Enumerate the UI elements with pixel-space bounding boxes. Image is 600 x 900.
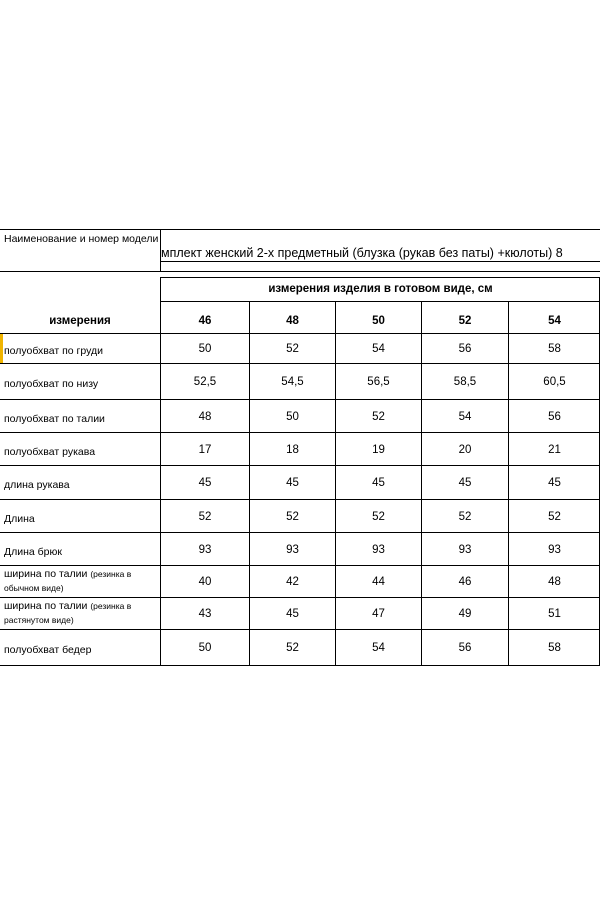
table-cell: 45 (458, 477, 472, 489)
table-cell: 45 (198, 477, 212, 489)
table-cell: 58,5 (453, 376, 477, 388)
size-header-cell: 46 (198, 315, 212, 327)
table-cell: 47 (372, 608, 385, 620)
grid-line (0, 271, 600, 272)
grid-line (0, 229, 600, 230)
grid-line (161, 277, 600, 278)
table-cell: 93 (198, 543, 212, 556)
measurement-label: полуобхват по низу (4, 378, 99, 390)
size-chart-sheet (0, 229, 600, 669)
measurements-row-header: измерения (49, 315, 111, 327)
grid-line (160, 277, 161, 665)
table-cell: 52 (372, 410, 385, 423)
grid-line (0, 399, 600, 400)
measurement-label-note: (резинка в обычном виде) (4, 569, 132, 593)
table-cell: 48 (198, 410, 212, 423)
table-cell: 52 (548, 510, 561, 523)
table-cell: 93 (458, 543, 472, 556)
table-cell: 56 (458, 343, 472, 355)
table-cell: 40 (198, 576, 212, 588)
measurement-label-note: (резинка в растянутом виде) (4, 601, 132, 625)
table-cell: 50 (198, 642, 212, 654)
table-cell: 51 (548, 608, 561, 620)
measurement-label (0, 565, 160, 597)
table-cell: 20 (458, 443, 472, 456)
table-cell: 52 (372, 510, 385, 523)
grid-line (335, 301, 336, 665)
measurement-label: полуобхват по груди (4, 345, 103, 357)
table-cell: 45 (548, 477, 561, 489)
measurement-label: полуобхват по талии (4, 412, 105, 425)
grid-line (0, 432, 600, 433)
model-name-value: мплект женский 2-х предметный (блузка (рукав без паты) +кюлоты) 8 (161, 246, 563, 260)
table-cell: 54 (458, 410, 472, 423)
table-cell: 49 (458, 608, 472, 620)
table-cell: 58 (548, 642, 561, 654)
grid-line (508, 301, 509, 665)
measurement-label: полуобхват бедер (4, 644, 92, 656)
measurements-group-title: измерения изделия в готовом виде, см (268, 283, 493, 295)
measurement-label: Длина брюк (4, 545, 62, 558)
table-cell: 52,5 (193, 376, 217, 388)
grid-line (0, 363, 600, 364)
table-cell: 48 (548, 576, 561, 588)
grid-line (161, 301, 600, 302)
table-cell: 44 (372, 576, 385, 588)
table-cell: 19 (372, 443, 385, 456)
grid-line (421, 301, 422, 665)
table-cell: 52 (286, 642, 299, 654)
measurement-label-text: ширина по талии (4, 568, 88, 580)
table-cell: 17 (198, 443, 212, 456)
size-header-cell: 50 (372, 315, 385, 327)
table-cell: 93 (372, 543, 385, 556)
table-cell: 43 (198, 608, 212, 620)
measurement-label: Длина (4, 512, 35, 525)
table-cell: 60,5 (543, 376, 566, 388)
grid-line (0, 665, 600, 666)
size-header-cell: 48 (286, 315, 299, 327)
grid-line (0, 597, 600, 598)
grid-line (0, 499, 600, 500)
table-cell: 45 (372, 477, 385, 489)
size-header-cell: 54 (548, 315, 561, 327)
grid-line (249, 301, 250, 665)
table-cell: 56 (548, 410, 561, 423)
model-name-label: Наименование и номер модели (4, 233, 159, 245)
measurement-label (0, 597, 160, 629)
measurement-label: длина рукава (4, 479, 70, 491)
table-cell: 50 (198, 343, 212, 355)
table-cell: 52 (286, 343, 299, 355)
table-cell: 52 (458, 510, 472, 523)
table-cell: 93 (548, 543, 561, 556)
grid-line (0, 629, 600, 630)
table-cell: 58 (548, 343, 561, 355)
table-cell: 50 (286, 410, 299, 423)
table-cell: 21 (548, 443, 561, 456)
table-cell: 45 (286, 608, 299, 620)
table-cell: 52 (198, 510, 212, 523)
table-cell: 46 (458, 576, 472, 588)
table-cell: 18 (286, 443, 299, 456)
table-cell: 45 (286, 477, 299, 489)
table-cell: 54 (372, 343, 385, 355)
table-cell: 54,5 (281, 376, 304, 388)
grid-line (0, 565, 600, 566)
size-header-cell: 52 (458, 315, 472, 327)
grid-line (160, 229, 161, 271)
table-cell: 52 (286, 510, 299, 523)
grid-line (0, 465, 600, 466)
grid-line (161, 261, 600, 262)
table-cell: 56,5 (367, 376, 390, 388)
grid-line (0, 333, 600, 334)
measurement-label: полуобхват рукава (4, 445, 96, 458)
table-cell: 56 (458, 642, 472, 654)
table-cell: 93 (286, 543, 299, 556)
measurement-label-text: ширина по талии (4, 600, 88, 612)
table-cell: 42 (286, 576, 299, 588)
grid-line (0, 532, 600, 533)
table-cell: 54 (372, 642, 385, 654)
